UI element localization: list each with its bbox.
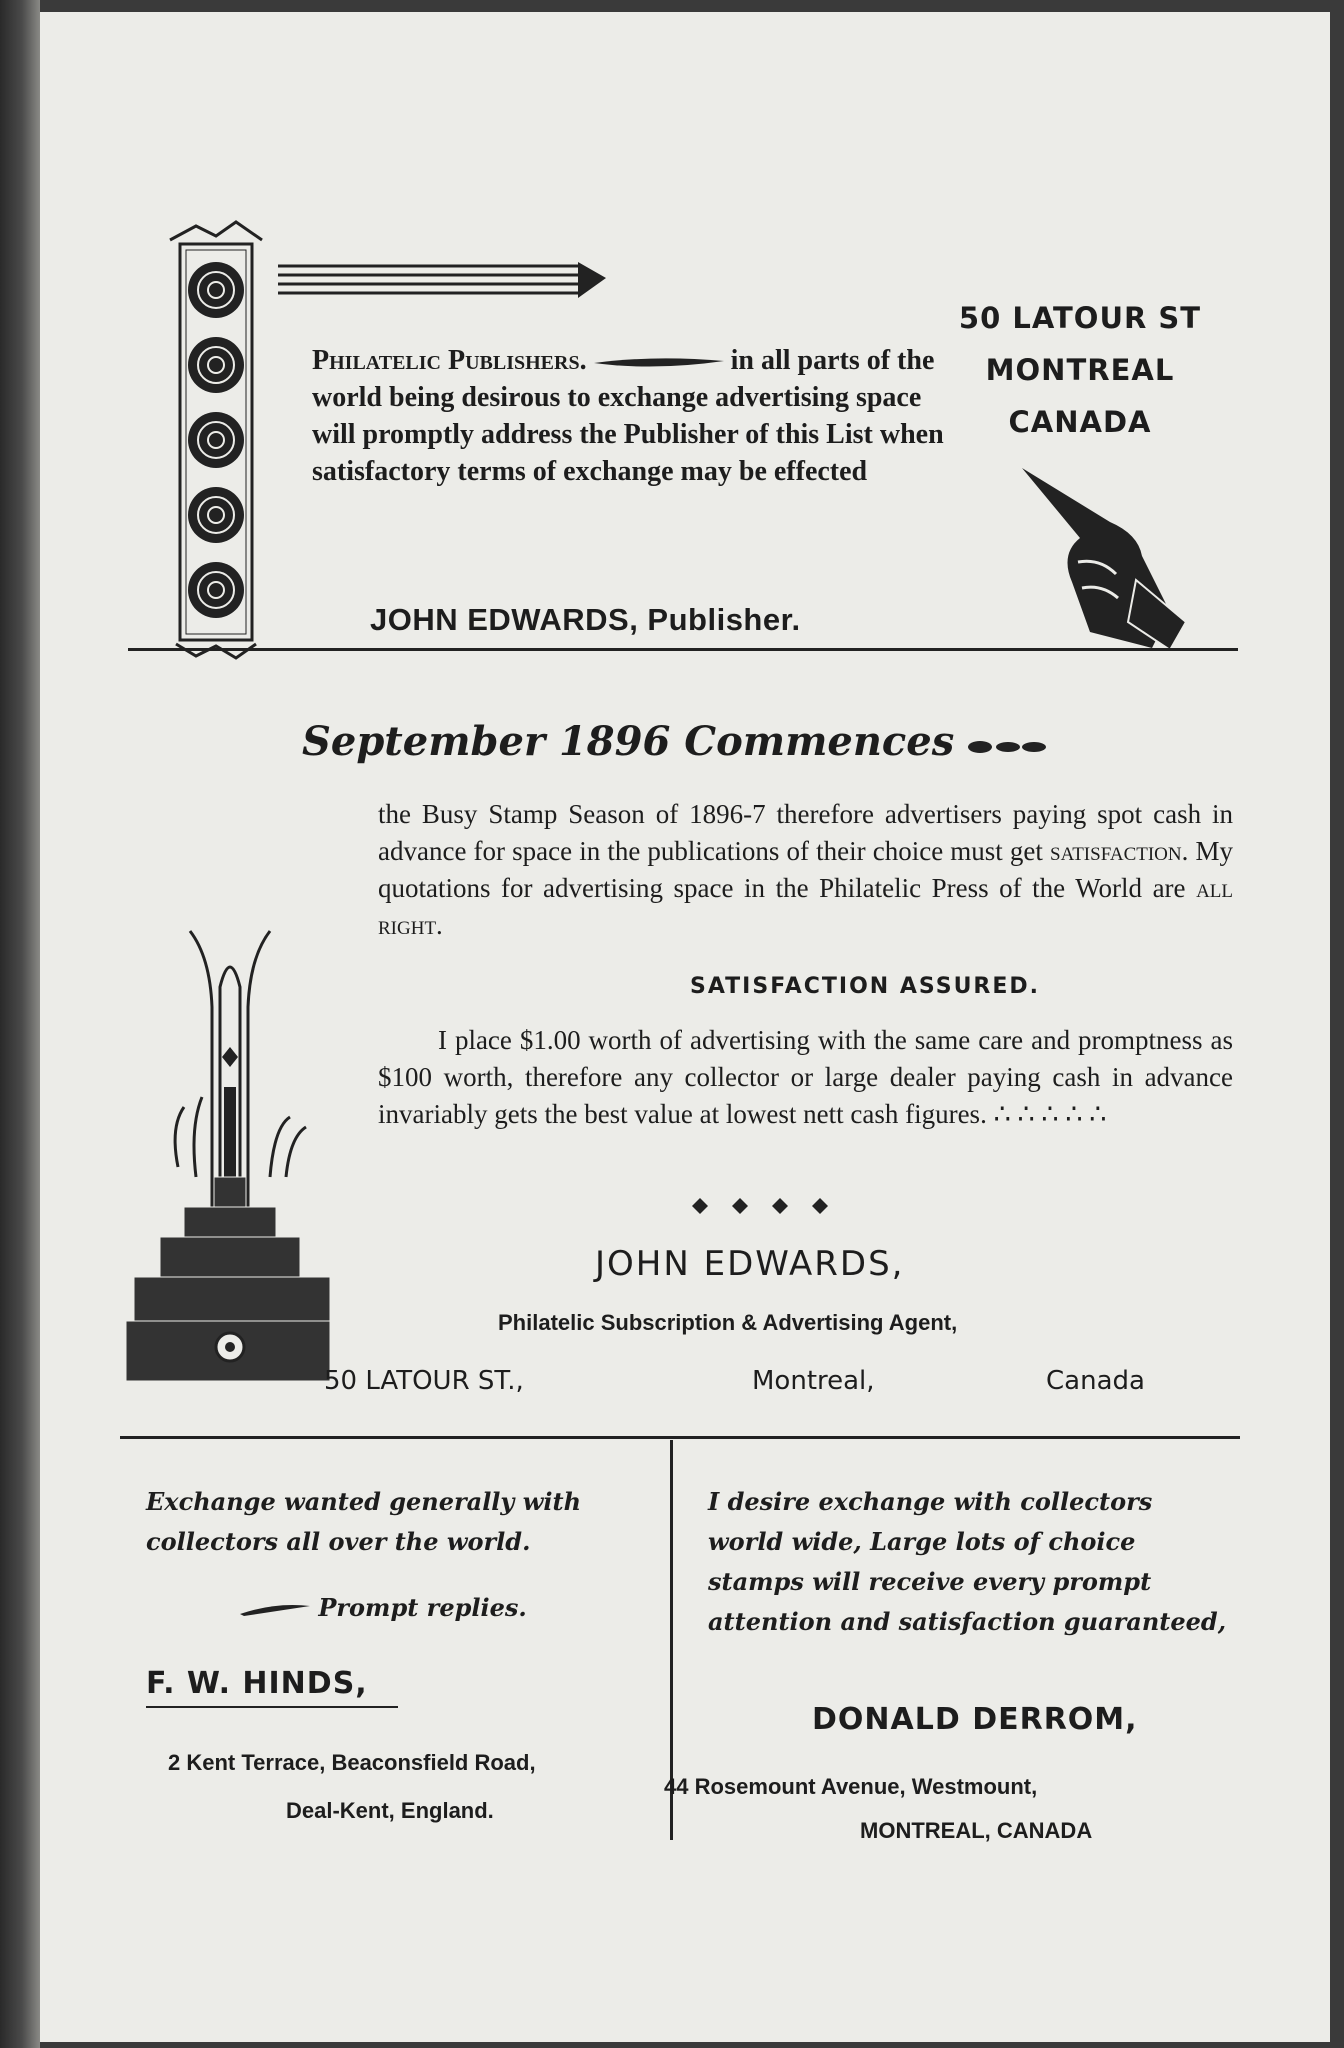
- publisher-notice: [312, 342, 952, 490]
- agent-country: Canada: [1046, 1366, 1145, 1396]
- all-right-word: all right.: [378, 873, 1233, 940]
- divider-rule: [128, 648, 1238, 651]
- divider-rule: [120, 1436, 1240, 1439]
- paragraph-text: I place $1.00 worth of advertising with the same care and promptness as $100 worth, therefore any collector or large dealer paying cash in advance invariably gets the best value at lowest nett cash figures.: [378, 1025, 1233, 1129]
- paragraph-text: My quotations for advertising space in the Philatelic Press of the World are: [378, 836, 1233, 903]
- publisher-signature: JOHN EDWARDS, Publisher.: [370, 602, 801, 637]
- name-underline: [146, 1706, 398, 1708]
- prompt-replies: [240, 1588, 527, 1628]
- flourish-icon: [594, 355, 724, 371]
- address-line: MONTREAL: [985, 353, 1175, 387]
- top-address: [920, 292, 1240, 448]
- agent-name: JOHN EDWARDS,: [595, 1244, 905, 1284]
- agent-street: 50 LATOUR ST.,: [324, 1366, 524, 1396]
- hinds-address-1: 2 Kent Terrace, Beaconsfield Road,: [168, 1750, 536, 1775]
- trailing-dots: ∴ ∴ ∴ ∴ ∴: [993, 1099, 1107, 1129]
- hinds-address-2: Deal-Kent, England.: [286, 1798, 494, 1823]
- leaf-ornament-icon: [968, 739, 1048, 755]
- decorative-bars-icon: [278, 260, 606, 312]
- stacked-coins-ornament-icon: [120, 927, 330, 1437]
- ornamental-initial-icon: [166, 220, 266, 660]
- flourish-icon: [240, 1602, 310, 1616]
- headline-text: September 1896 Commences: [302, 718, 955, 765]
- prompt-text: Prompt replies.: [318, 1593, 527, 1622]
- paragraph-text: the Busy Stamp Season of 1896-7 therefore advertisers paying spot cash in advance for space in the publications of their choice must get: [378, 799, 1233, 866]
- book-spine: [0, 0, 40, 2048]
- diamond-row-icon: [688, 1194, 878, 1218]
- address-line: 50 LATOUR ST: [958, 301, 1202, 335]
- derrom-address-2: MONTREAL, CANADA: [860, 1818, 1093, 1843]
- notice-lead: hilatelic Publishers.: [329, 345, 587, 376]
- agent-city: Montreal,: [752, 1366, 875, 1396]
- satisfaction-word: satisfaction.: [1050, 836, 1189, 866]
- pointing-hand-icon: [1020, 462, 1190, 652]
- agent-title: Philatelic Subscription & Advertising Agent,: [498, 1310, 958, 1335]
- hinds-name: F. W. HINDS,: [146, 1666, 368, 1701]
- initial-letter: P: [312, 345, 330, 376]
- satisfaction-assured: SATISFACTION ASSURED.: [690, 974, 1041, 999]
- derrom-name: DONALD DERROM,: [812, 1702, 1138, 1737]
- main-paragraph-2: [378, 1022, 1233, 1133]
- headline: [302, 718, 1048, 765]
- notice-body: in all parts of the world being desirous to exchange advertising space will promptly address the Publisher of this List when satisfactory terms of exchange may be effected: [312, 345, 944, 487]
- hinds-exchange-text: Exchange wanted generally with collectors all over the world.: [146, 1487, 582, 1556]
- derrom-exchange-text: I desire exchange with collectors world wide, Large lots of choice stamps will receive every prompt attention and satisfaction guaranteed,: [708, 1487, 1227, 1636]
- derrom-address-1: 44 Rosemount Avenue, Westmount,: [664, 1774, 1038, 1799]
- main-paragraph-1: [378, 796, 1233, 944]
- document-page: [40, 12, 1330, 2042]
- address-line: CANADA: [1008, 405, 1152, 439]
